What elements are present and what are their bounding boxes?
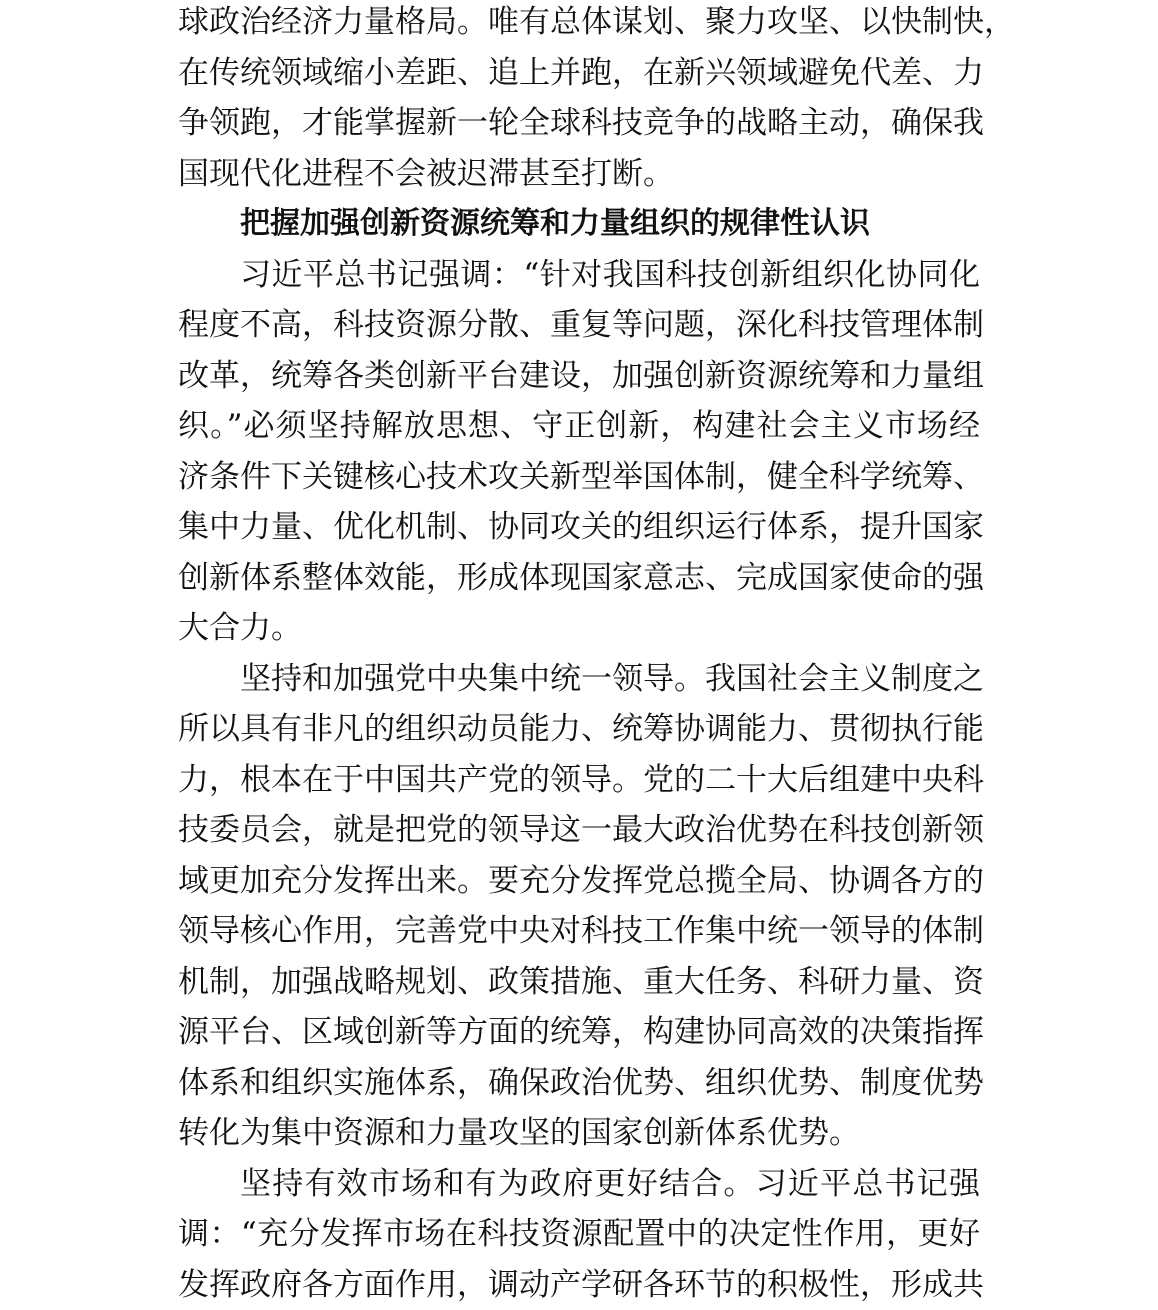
text-line: 织。”必须坚持解放思想、守正创新，构建社会主义市场经 (178, 408, 980, 444)
text-line: 国现代化进程不会被迟滞甚至打断。 (178, 155, 674, 192)
text-line: 领导核心作用，完善党中央对科技工作集中统一领导的体制 (178, 913, 984, 949)
text-line: 域更加充分发挥出来。要充分发挥党总揽全局、协调各方的 (178, 862, 984, 899)
text-line: 力，根本在于中国共产党的领导。党的二十大后组建中央科 (178, 761, 984, 798)
text-line: 程度不高，科技资源分散、重复等问题，深化科技管理体制 (178, 307, 984, 343)
text-line: 习近平总书记强调：“针对我国科技创新组织化协同化 (240, 256, 980, 293)
section-heading: 把握加强创新资源统筹和力量组织的规律性认识 (240, 206, 870, 241)
text-line: 坚持和加强党中央集中统一领导。我国社会主义制度之 (240, 660, 984, 697)
text-line: 改革，统筹各类创新平台建设，加强创新资源统筹和力量组 (178, 357, 984, 394)
text-line: 集中力量、优化机制、协同攻关的组织运行体系，提升国家 (178, 509, 984, 545)
text-line: 在传统领域缩小差距、追上并跑，在新兴领域避免代差、力 (178, 54, 984, 91)
text-line: 源平台、区域创新等方面的统筹，构建协同高效的决策指挥 (178, 1014, 984, 1050)
text-line: 坚持有效市场和有为政府更好结合。习近平总书记强 (240, 1165, 980, 1202)
text-line: 所以具有非凡的组织动员能力、统筹协调能力、贯彻执行能 (178, 711, 984, 747)
text-line: 球政治经济力量格局。唯有总体谋划、聚力攻坚、以快制快， (178, 4, 1015, 40)
text-line: 济条件下关键核心技术攻关新型举国体制，健全科学统筹、 (178, 458, 984, 495)
text-line: 技委员会，就是把党的领导这一最大政治优势在科技创新领 (178, 812, 984, 848)
text-line: 体系和组织实施体系，确保政治优势、组织优势、制度优势 (178, 1064, 984, 1101)
text-line: 转化为集中资源和力量攻坚的国家创新体系优势。 (178, 1115, 860, 1151)
text-line: 发挥政府各方面作用，调动产学研各环节的积极性，形成共 (178, 1266, 984, 1303)
text-line: 机制，加强战略规划、政策措施、重大任务、科研力量、资 (178, 963, 984, 1000)
text-line: 争领跑，才能掌握新一轮全球科技竞争的战略主动，确保我 (178, 105, 984, 141)
text-line: 创新体系整体效能，形成体现国家意志、完成国家使命的强 (178, 559, 984, 596)
text-line: 调：“充分发挥市场在科技资源配置中的决定性作用，更好 (178, 1216, 980, 1252)
text-line: 大合力。 (178, 610, 302, 646)
